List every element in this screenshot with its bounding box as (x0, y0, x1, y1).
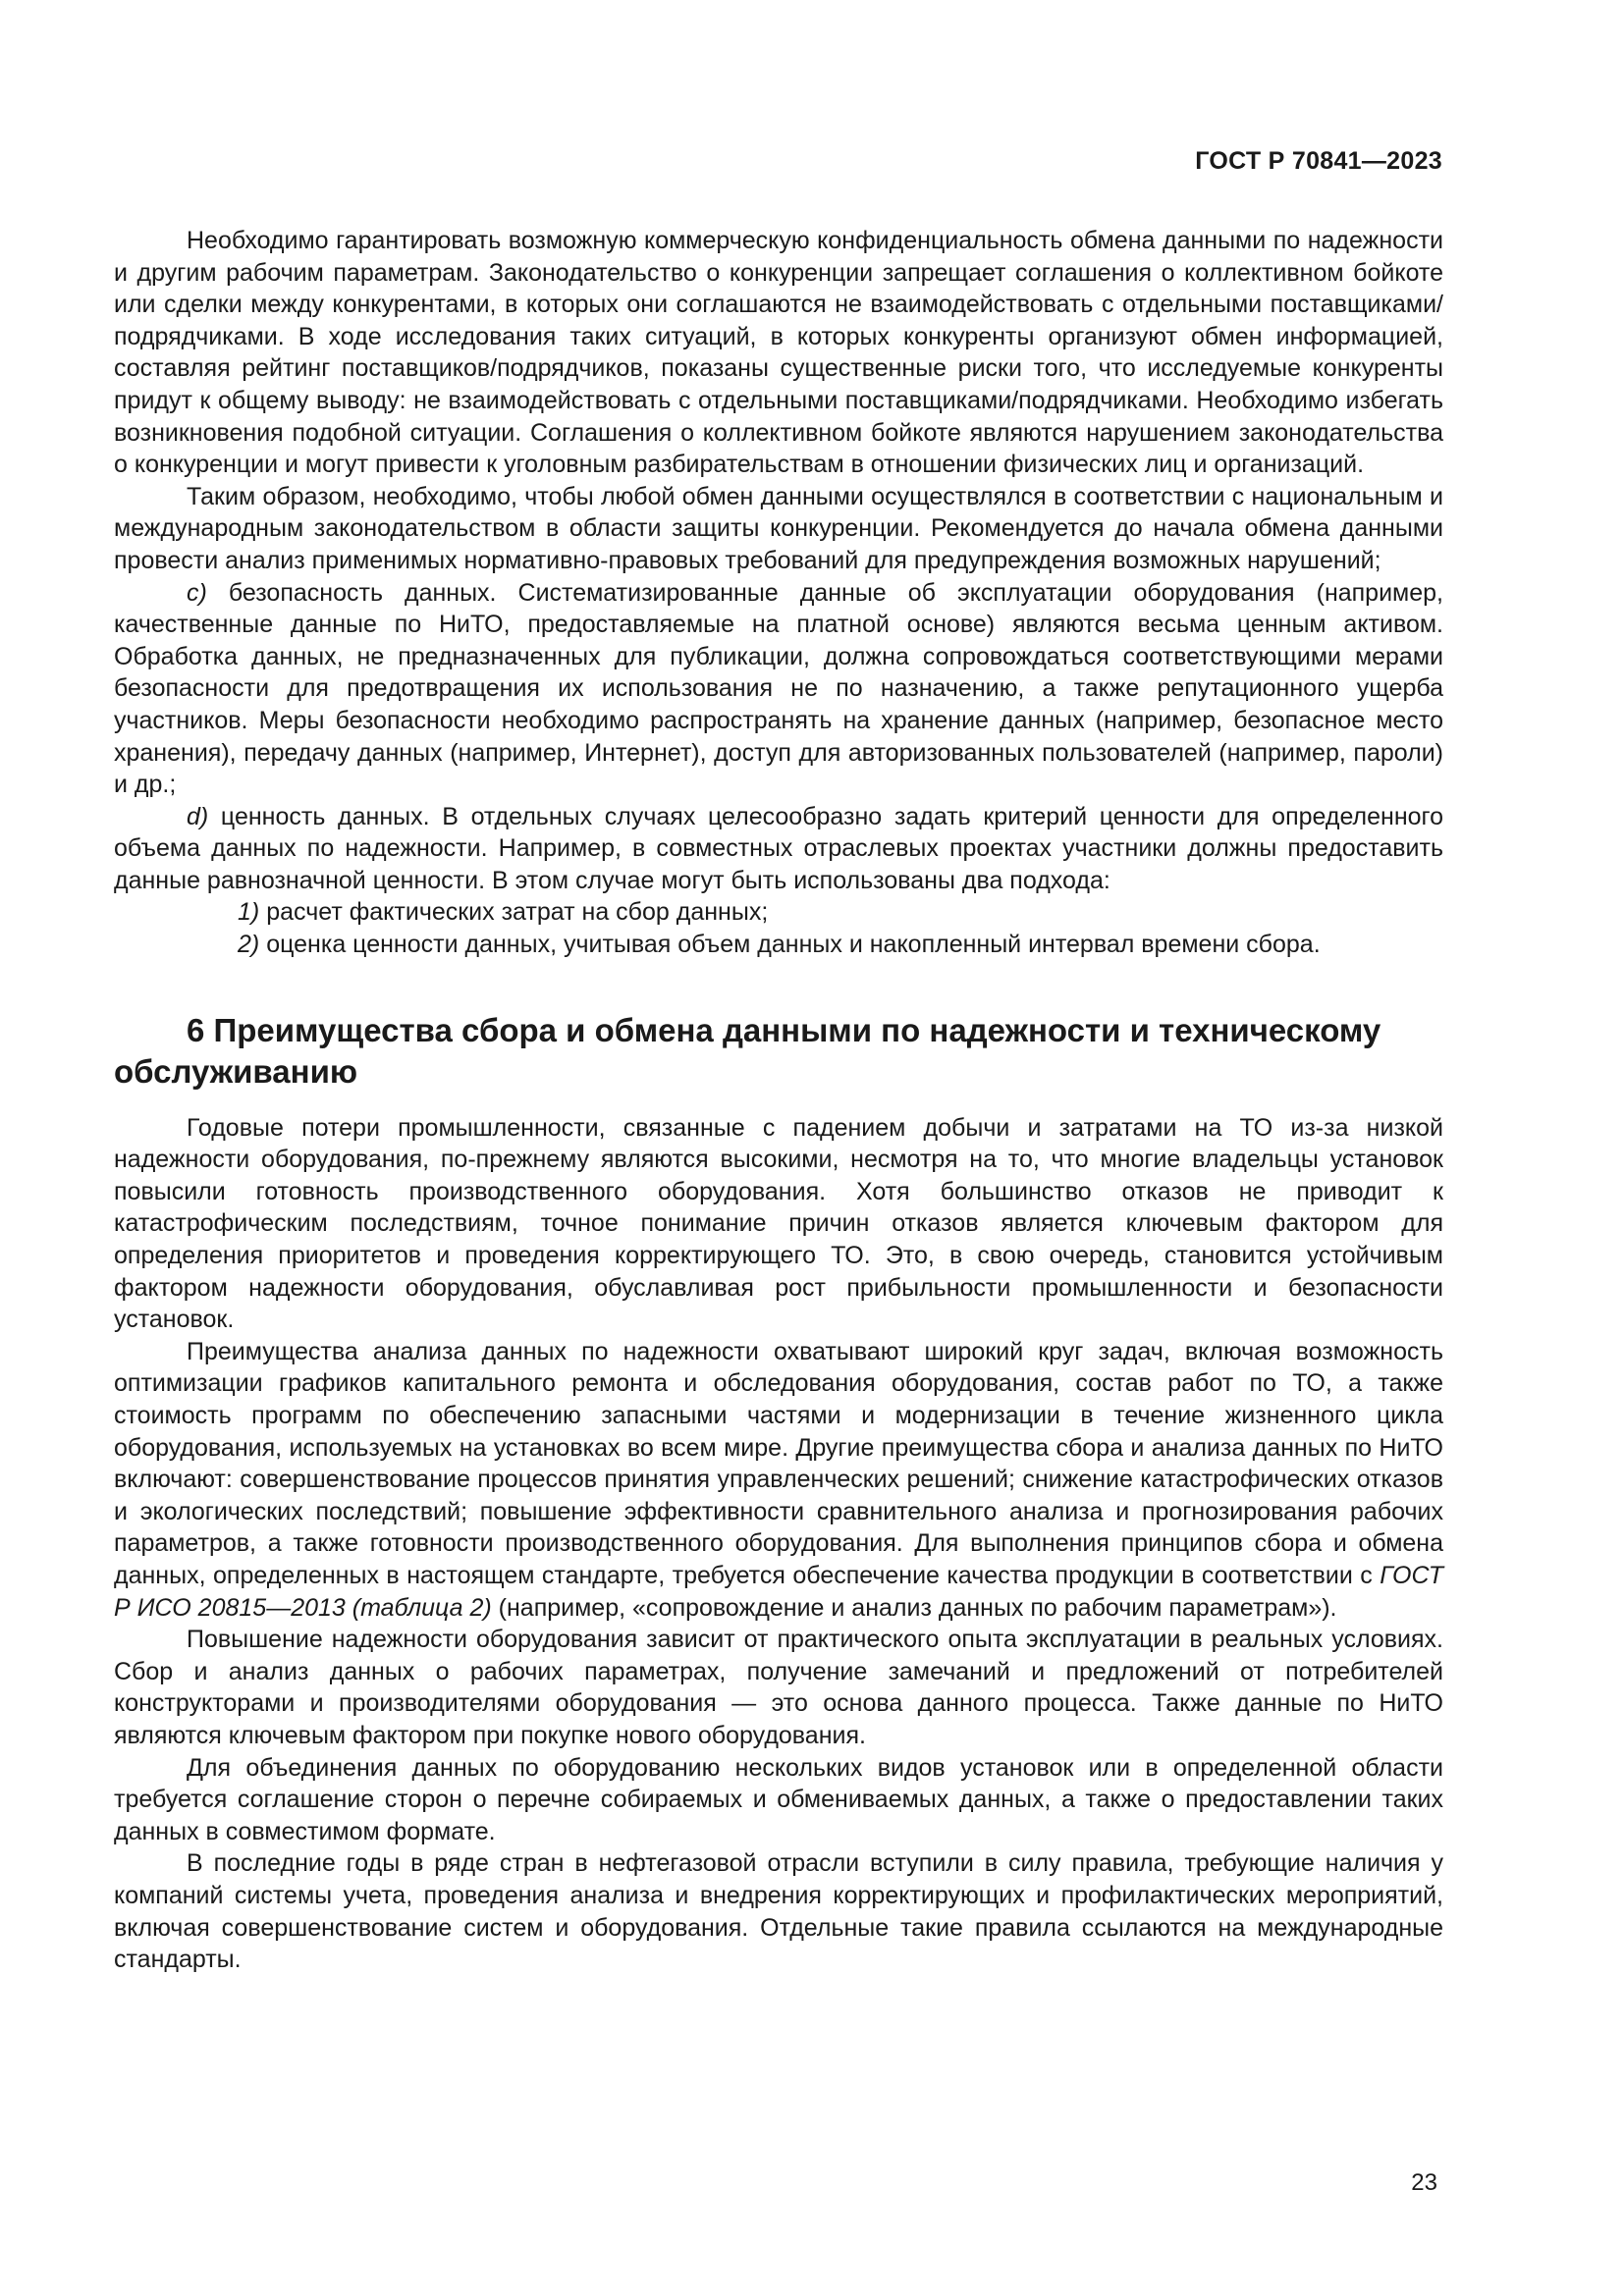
sublist-marker-2: 2) (238, 931, 260, 959)
paragraph-data-merging: Для объединения данных по оборудованию нескольких видов установок или в определенной области требуется соглашение сторон о перечне собираемых и обмениваемых данных, а также о предоставлении таких данных в совместимом формате. (114, 1753, 1443, 1845)
section-heading (114, 1010, 1443, 1093)
sublist-text-1: расчет фактических затрат на сбор данных; (266, 898, 769, 927)
sublist-marker-1: 1) (238, 898, 260, 927)
paragraph-annual-losses: Годовые потери промышленности, связанные с падением добычи и затратами на ТО из-за низкой надежности оборудования, по-прежнему являются высокими, несмотря на то, что многие владельцы установок повысили готовность производственного оборудования. Хотя большинство отказов не приводит к катастрофическим последствиям, точное понимание причин отказов является ключевым фактором для определения приоритетов и проведения корректирующего ТО. Это, в свою очередь, становится устойчивым фактором надежности оборудования, обуславливая рост прибыльности промышленности и безопасности установок. (114, 1113, 1443, 1334)
page-number: 23 (1411, 2169, 1437, 2196)
sublist-text-2: оценка ценности данных, учитывая объем данных и накопленный интервал времени сбора. (266, 931, 1321, 959)
list-item-c (114, 577, 1443, 801)
analysis-benefits-text: Преимущества анализа данных по надежности охватывают широкий круг задач, включая возможность оптимизации графиков капитального ремонта и обследования оборудования, состав работ по ТО, а также стоимость программ по обеспечению запасными частями и модернизации в течение жизненного цикла оборудования, используемых на установках во всем мире. Другие преимущества сбора и анализа данных по НиТО включают: совершенствование процессов принятия управленческих решений; снижение катастрофических отказов и экологических последствий; повышение эффективности сравнительного анализа и прогнозирования рабочих параметров, а также готовности производственного оборудования. Для выполнения принципов сбора и обмена данных, определенных в настоящем стандарте, требуется обеспечение качества продукции в соответствии с (114, 1337, 1443, 1589)
sublist-item-1 (114, 896, 1443, 929)
paragraph-practical-experience: Повышение надежности оборудования зависит от практического опыта эксплуатации в реальных условиях. Сбор и анализ данных о рабочих параметрах, получение замечаний и предложений от потребителей конструкторами и производителями оборудования — это основа данного процесса. Также данные по НиТО являются ключевым фактором при покупке нового оборудования. (114, 1626, 1443, 1749)
list-marker-c: c) (187, 578, 207, 607)
section-number: 6 (187, 1011, 205, 1048)
list-text-c: безопасность данных. Систематизированные данные об эксплуатации оборудования (например, качественные данные по НиТО, предоставляемые на платной основе) являются весьма ценным активом. Обработка данных, не предназначенных для публикации, должна сопровождаться соответствующими мерами безопасности для предотвращения их использования не по назначению, а также репутационного ущерба участников. Меры безопасности необходимо распространять на хранение данных (например, безопасное место хранения), передачу данных (например, Интернет), доступ для авторизованных пользователей (например, пароли) и др.; (114, 578, 1443, 799)
section-title: Преимущества сбора и обмена данными по надежности и техническому обслуживанию (114, 1011, 1381, 1090)
analysis-benefits-example: (например, «сопровождение и анализ данных по рабочим параметрам»). (498, 1593, 1337, 1622)
list-marker-d: d) (187, 802, 209, 830)
document-body (114, 225, 1443, 1976)
paragraph-competition-law: Таким образом, необходимо, чтобы любой обмен данными осуществлялся в соответствии с национальным и международным законодательством в области защиты конкуренции. Рекомендуется до начала обмена данными провести анализ применимых нормативно-правовых требований для предупреждения возможных нарушений; (114, 482, 1443, 574)
document-code: ГОСТ Р 70841—2023 (1195, 147, 1442, 175)
sublist-item-2 (114, 929, 1443, 961)
standard-reference: ГОСТ Р ИСО 20815—2013 (таблица 2) (114, 1561, 1443, 1622)
paragraph-analysis-benefits (114, 1336, 1443, 1624)
list-item-d (114, 801, 1443, 897)
paragraph-commercial-confidentiality: Необходимо гарантировать возможную коммерческую конфиденциальность обмена данными по надежности и другим рабочим параметрам. Законодательство о конкуренции запрещает соглашения о коллективном бойкоте или сделки между конкурентами, в которых они соглашаются не взаимодействовать с отдельными поставщиками/подрядчиками. В ходе исследования таких ситуаций, в которых конкуренты организуют обмен информацией, составляя рейтинг поставщиков/подрядчиков, показаны существенные риски того, что исследуемые конкуренты придут к общему выводу: не взаимодействовать с отдельными поставщиками/подрядчиками. Необходимо избегать возникновения подобной ситуации. Соглашения о коллективном бойкоте являются нарушением законодательства о конкуренции и могут привести к уголовным разбирательствам в отношении физических лиц и организаций. (114, 227, 1443, 479)
list-text-d: ценность данных. В отдельных случаях целесообразно задать критерий ценности для определенного объема данных по надежности. Например, в совместных отраслевых проектах участники должны предоставить данные равнозначной ценности. В этом случае могут быть использованы два подхода: (114, 802, 1444, 894)
paragraph-regulations: В последние годы в ряде стран в нефтегазовой отрасли вступили в силу правила, требующие наличия у компаний системы учета, проведения анализа и внедрения корректирующих и профилактических мероприятий, включая совершенствование систем и оборудования. Отдельные такие правила ссылаются на международные стандарты. (114, 1849, 1443, 1974)
